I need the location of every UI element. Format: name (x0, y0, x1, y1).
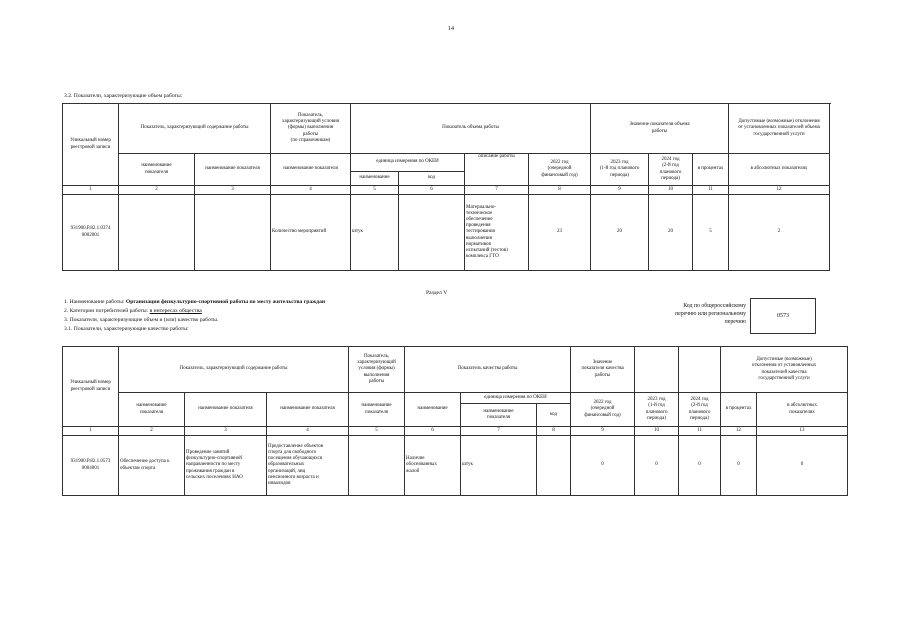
t1-header-unique-number: Уникальный номер реестровой записи (63, 104, 119, 186)
t1-colnum: 12 (729, 186, 830, 195)
section-line-1 (64, 299, 325, 305)
t2-colnum: 1 (63, 427, 119, 436)
t2-header-year-2023: 2023 год (1-й год планового периода) (635, 393, 679, 427)
table1-volume-indicators (62, 103, 830, 271)
table1-caption: 3.2. Показатели, характеризующие объем работы: (64, 93, 183, 99)
t2-value-2024: 0 (679, 436, 721, 496)
page-number: 14 (448, 26, 454, 32)
t2-header-quality-indicator: Показатель качества работы (405, 347, 571, 393)
t1-value-2022: 23 (529, 195, 591, 271)
t1-deviation-percent: 5 (693, 195, 729, 271)
t1-colnum: 2 (119, 186, 195, 195)
t2-colnum: 12 (721, 427, 757, 436)
t2-record-number: 931900.Р.82.1.0573 0004001 (63, 436, 119, 496)
t2-colnum: 8 (537, 427, 571, 436)
t1-header-deviations: Допустимые (возможные) отклонения от установленных показателей объема государственной услуги (729, 104, 830, 154)
t1-header-content-indicator: Показатель, характеризующий содержание работы (119, 104, 271, 154)
table-row (63, 195, 830, 271)
section-line-2 (64, 308, 202, 314)
t2-colnum: 10 (635, 427, 679, 436)
t2-indicator-name: Наличие обоснованных жалоб (405, 436, 461, 496)
t2-header-unique-number: Уникальный номер реестровой записи (63, 347, 119, 427)
t1-colnum: 1 (63, 186, 119, 195)
t1-header-unit-okei: единица измерения по ОКЕИ (351, 154, 465, 172)
t2-cell-empty (349, 436, 405, 496)
t2-header-unit-name: наименование показателя (461, 404, 537, 427)
t2-colnum: 7 (461, 427, 537, 436)
t2-header-in-absolute: в абсолютных показателях (757, 393, 848, 427)
t1-colnum: 4 (271, 186, 351, 195)
t1-header-unit-name: наименование (351, 172, 399, 186)
t1-colnum: 11 (693, 186, 729, 195)
t1-colnum: 10 (649, 186, 693, 195)
t2-header-quality-values: Значение показателя качества работы (571, 347, 635, 393)
t1-header-work-description: описание работы (465, 154, 529, 186)
t2-value-2022: 0 (571, 436, 635, 496)
registry-code-box: 0573 (750, 298, 816, 334)
t2-header-in-percent: в процентах (721, 393, 757, 427)
t1-value-2023: 20 (591, 195, 649, 271)
section-line-3: 3. Показатели, характеризующие объем и (или) качество работы. (64, 317, 219, 323)
t2-value-2023: 0 (635, 436, 679, 496)
t1-header-year-2023: 2023 год (1-й год планового периода) (591, 154, 649, 186)
section-title: Раздел V (426, 290, 448, 296)
t1-colnum: 9 (591, 186, 649, 195)
t2-content-facilities: Предоставление объектов спорта для свободного посещения обучающихся образовательных организаций, лиц пенсионного возраста и инвалидов (267, 436, 349, 496)
t2-header-indicator-name-4: наименование показателя (349, 393, 405, 427)
t2-header-indicator-name-3: наименование показателя (267, 393, 349, 427)
t2-header-conditions-indicator: Показатель, характеризующий условия (формы) выполнения работы (349, 347, 405, 393)
t1-work-description: Материально- техническое обеспечение проведения тестирования выполнения нормативов испытаний (тестов) комплекса ГТО (465, 195, 529, 271)
t1-header-conditions-indicator: Показатель, характеризующий условия (формы) выполнения работы (по справочникам) (271, 104, 351, 154)
t1-colnum: 7 (465, 186, 529, 195)
t1-header-indicator-name: наименование показателя (119, 154, 195, 186)
t2-content-classes: Проведение занятий физкультурно-спортивной направленности по месту проживания граждан в сельских поселениях НАО (185, 436, 267, 496)
table2-quality-indicators (62, 346, 848, 496)
t2-deviation-absolute: 0 (757, 436, 848, 496)
t1-header-indicator-name-2: наименование показателя (195, 154, 271, 186)
t1-cell-empty (195, 195, 271, 271)
t1-value-2024: 20 (649, 195, 693, 271)
work-name-value: Организация физкультурно-спортивной работы по месту жительства граждан (125, 299, 326, 305)
t2-colnum: 4 (267, 427, 349, 436)
t1-header-year-2022: 2022 год (очередной финансовый год) (529, 154, 591, 186)
t1-header-indicator-name-3: наименование показателя (271, 154, 351, 186)
t2-header-empty (635, 347, 679, 393)
consumers-label: 2. Категории потребителей работы: (64, 308, 149, 314)
t1-colnum: 8 (529, 186, 591, 195)
t1-unit-code (399, 195, 465, 271)
t1-header-unit-code: код (399, 172, 465, 186)
t2-header-empty (679, 347, 721, 393)
t2-colnum: 13 (757, 427, 848, 436)
t2-colnum: 3 (185, 427, 267, 436)
t2-content-access: Обеспечение доступа к объектам спорта (119, 436, 185, 496)
t2-colnum: 9 (571, 427, 635, 436)
t1-unit-name: штук (351, 195, 399, 271)
t1-indicator-name: Количество мероприятий (271, 195, 351, 271)
t1-header-in-percent: в процентах (693, 154, 729, 186)
t2-unit-name: штук (461, 436, 537, 496)
t2-header-year-2024: 2024 год (2-й год планового периода) (679, 393, 721, 427)
t1-deviation-absolute: 2 (729, 195, 830, 271)
t1-colnum: 3 (195, 186, 271, 195)
t2-header-content-indicator: Показатель, характеризующий содержание работы (119, 347, 349, 393)
t2-header-unit-code: код (537, 404, 571, 427)
t1-header-volume-values: Значение показателя объема работы (591, 104, 729, 154)
t2-header-indicator-name-5: наименование (405, 393, 461, 427)
t2-header-deviations: Допустимые (возможные) отклонения от установленных показателей качества государственной услуги (721, 347, 848, 393)
t2-colnum: 5 (349, 427, 405, 436)
work-name-label: 1. Наименование работы: (64, 299, 125, 305)
consumers-value: в интересах общества (149, 308, 202, 314)
t2-header-year-2022: 2022 год (очередной финансовый год) (571, 393, 635, 427)
t2-deviation-percent: 0 (721, 436, 757, 496)
t2-colnum: 2 (119, 427, 185, 436)
t1-colnum: 5 (351, 186, 399, 195)
t1-header-year-2024: 2024 год (2-й год планового периода) (649, 154, 693, 186)
t1-header-in-absolute: в абсолютных показателях (729, 154, 830, 186)
t2-header-unit-okei: единица измерения по ОКЕИ (461, 393, 571, 404)
t2-header-indicator-name-2: наименование показателя (185, 393, 267, 427)
t2-colnum: 11 (679, 427, 721, 436)
t2-colnum: 6 (405, 427, 461, 436)
t1-colnum: 6 (399, 186, 465, 195)
t1-record-number: 931900.Р.82.1.0374 0002001 (63, 195, 119, 271)
t1-header-volume-indicator: Показатель объема работы (351, 104, 591, 154)
section-line-4: 3.1. Показатели, характеризующие качество работы: (64, 326, 189, 332)
registry-code-label: Код по общероссийскому перечню или региональному перечню (675, 303, 746, 325)
t2-unit-code (537, 436, 571, 496)
table-row (63, 436, 848, 496)
t2-header-indicator-name: наименование показателя (119, 393, 185, 427)
t1-cell-empty (119, 195, 195, 271)
